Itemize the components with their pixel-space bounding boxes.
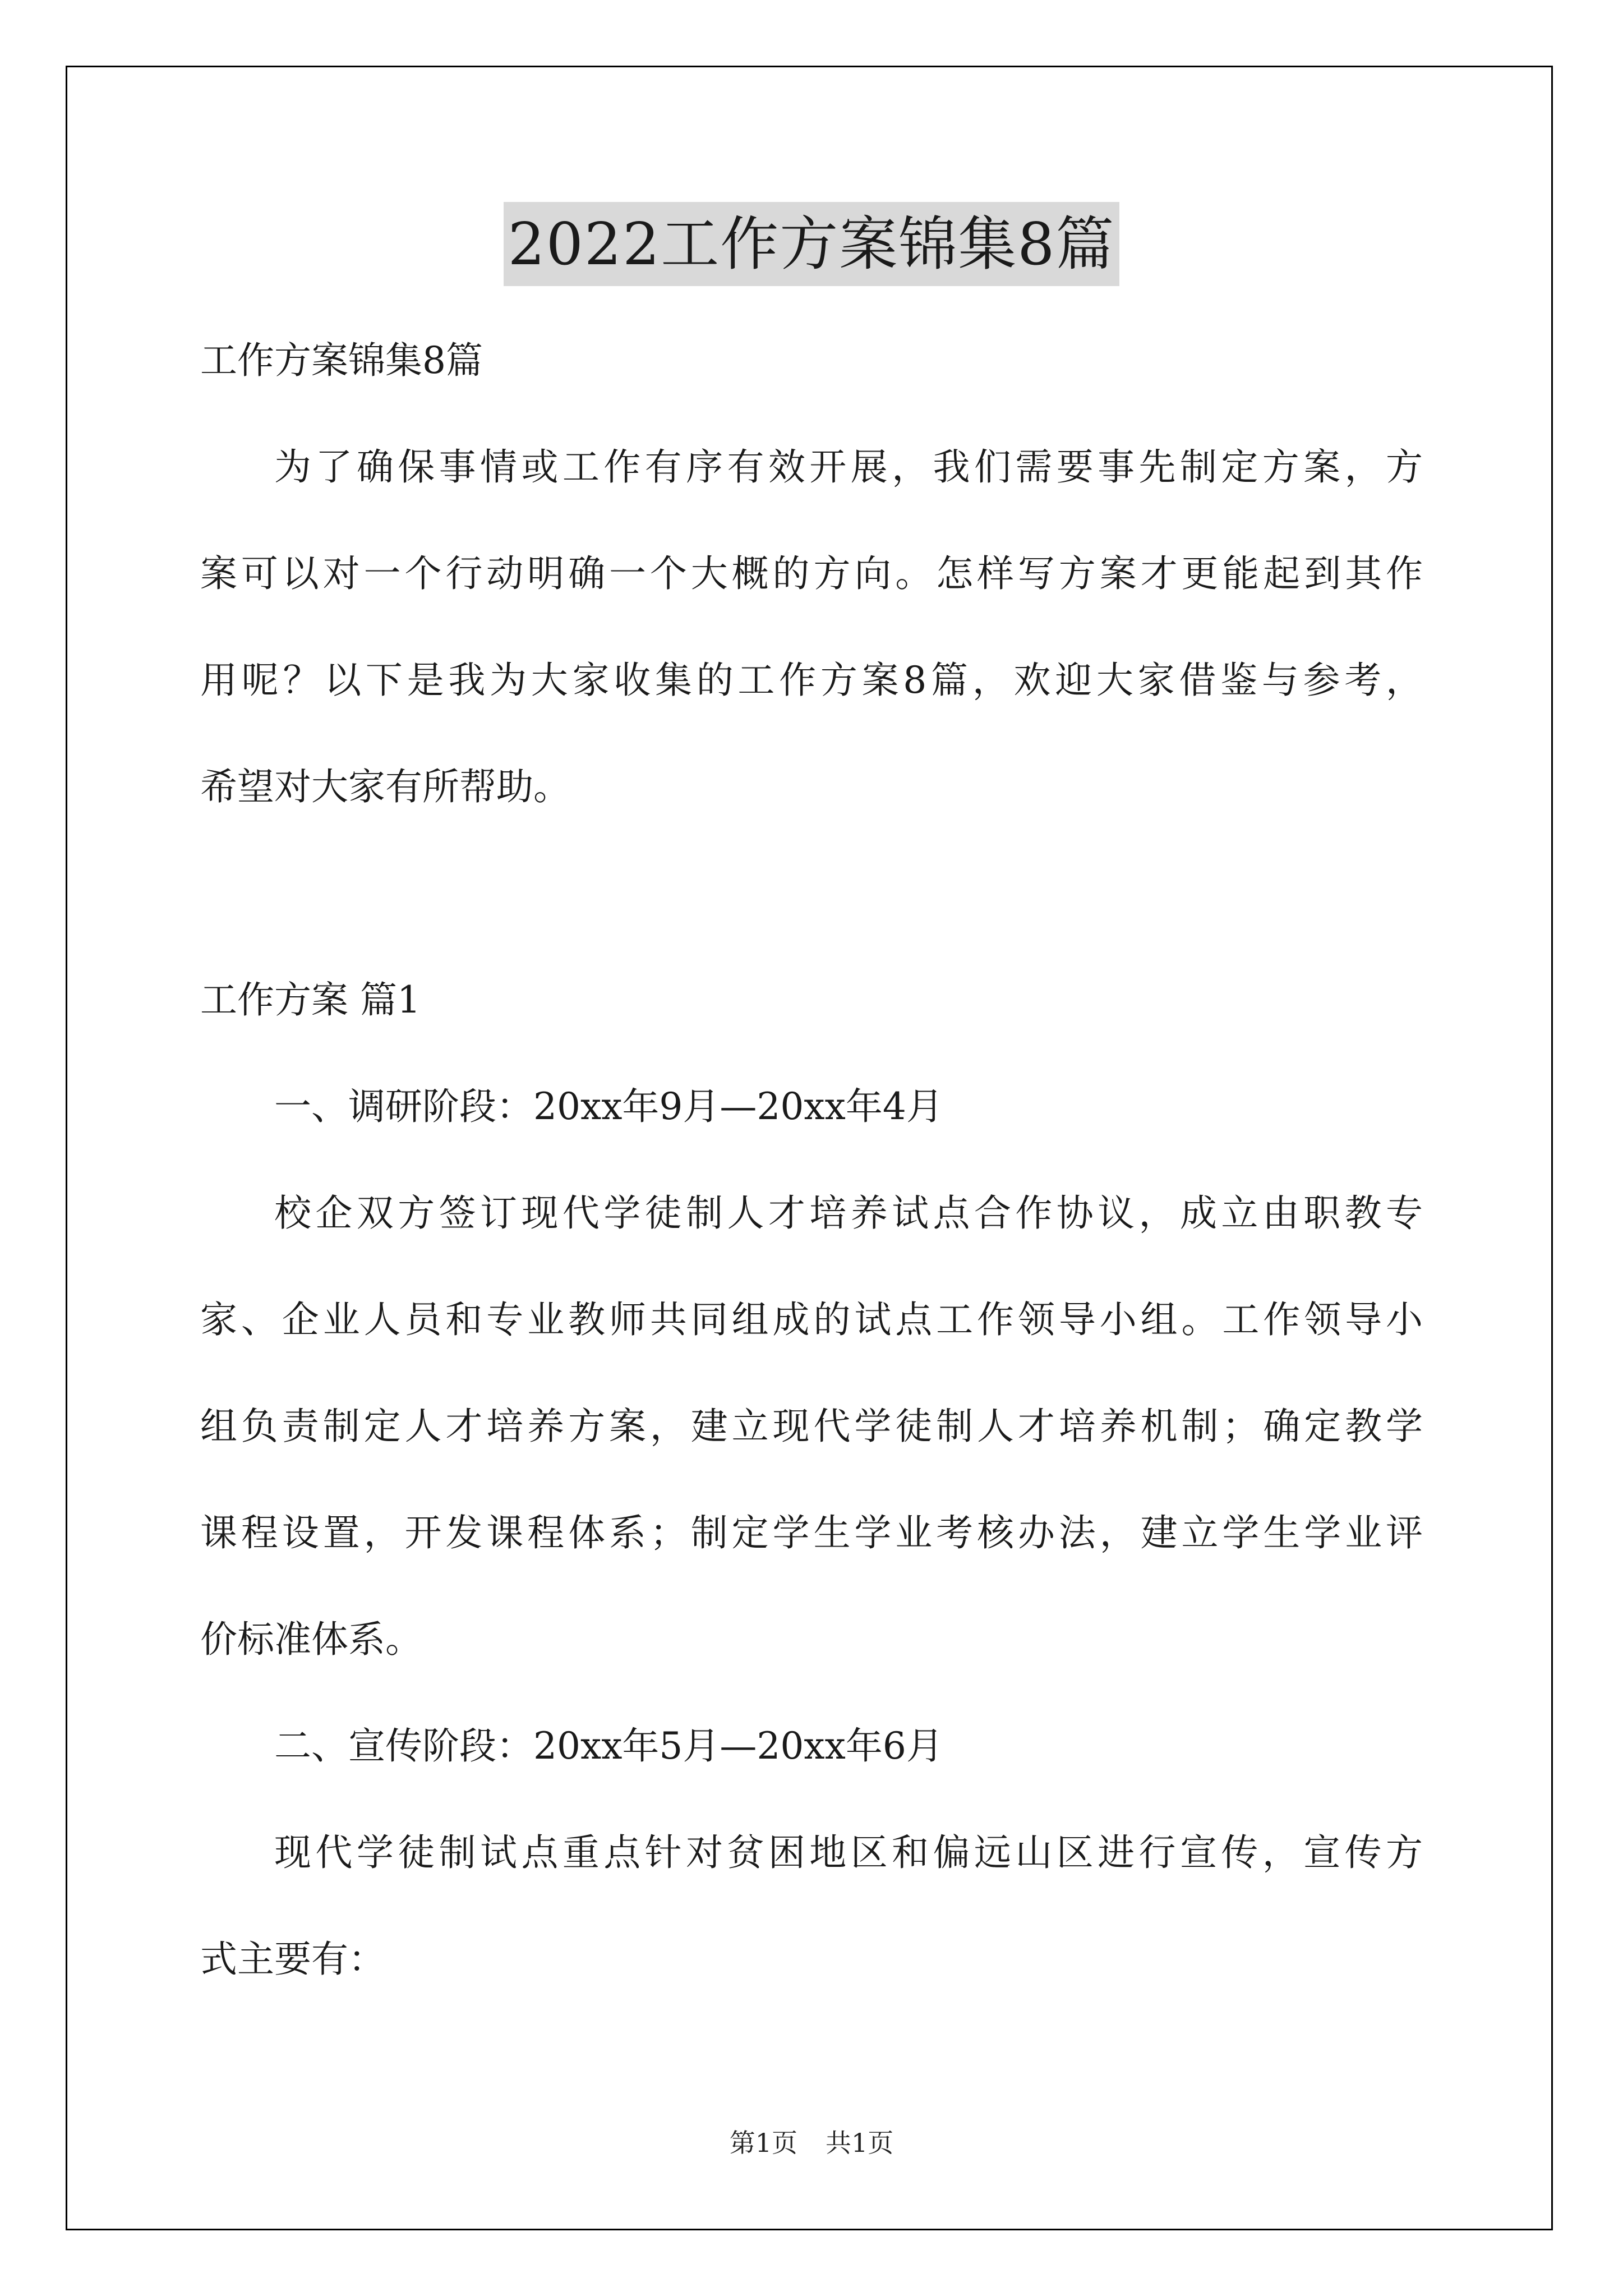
subheading: 二、宣传阶段：20xx年5月—20xx年6月 xyxy=(274,1724,943,1768)
page-footer xyxy=(0,2126,1623,2160)
paragraph-line: 课程设置，开发课程体系；制定学生学业考核办法，建立学生学业评 xyxy=(200,1511,1423,1554)
subheading: 一、调研阶段：20xx年9月—20xx年4月 xyxy=(274,1085,943,1128)
paragraph-line: 家、企业人员和专业教师共同组成的试点工作领导小组。工作领导小 xyxy=(200,1298,1423,1341)
page-total: 共1页 xyxy=(826,2128,894,2158)
paragraph-line: 现代学徒制试点重点针对贫困地区和偏远山区进行宣传，宣传方 xyxy=(274,1831,1423,1874)
title-container xyxy=(0,202,1623,286)
paragraph-line: 案可以对一个行动明确一个大概的方向。怎样写方案才更能起到其作 xyxy=(200,552,1423,595)
document-body xyxy=(200,307,1423,2013)
section-heading: 工作方案 篇1 xyxy=(200,978,421,1022)
document-title: 2022工作方案锦集8篇 xyxy=(504,202,1120,286)
paragraph-line: 式主要有： xyxy=(200,1938,385,1981)
paragraph-line: 价标准体系。 xyxy=(200,1618,422,1661)
paragraph-line: 希望对大家有所帮助。 xyxy=(200,765,570,808)
paragraph-line: 组负责制定人才培养方案，建立现代学徒制人才培养机制；确定教学 xyxy=(200,1405,1423,1448)
paragraph-line: 校企双方签订现代学徒制人才培养试点合作协议，成立由职教专 xyxy=(274,1191,1423,1235)
paragraph-line: 用呢？以下是我为大家收集的工作方案8篇，欢迎大家借鉴与参考， xyxy=(200,659,1423,702)
paragraph-line: 为了确保事情或工作有序有效开展，我们需要事先制定方案，方 xyxy=(274,445,1423,489)
page-number: 第1页 xyxy=(729,2128,797,2158)
paragraph-spacer xyxy=(200,840,1423,947)
section-heading: 工作方案锦集8篇 xyxy=(200,339,483,382)
